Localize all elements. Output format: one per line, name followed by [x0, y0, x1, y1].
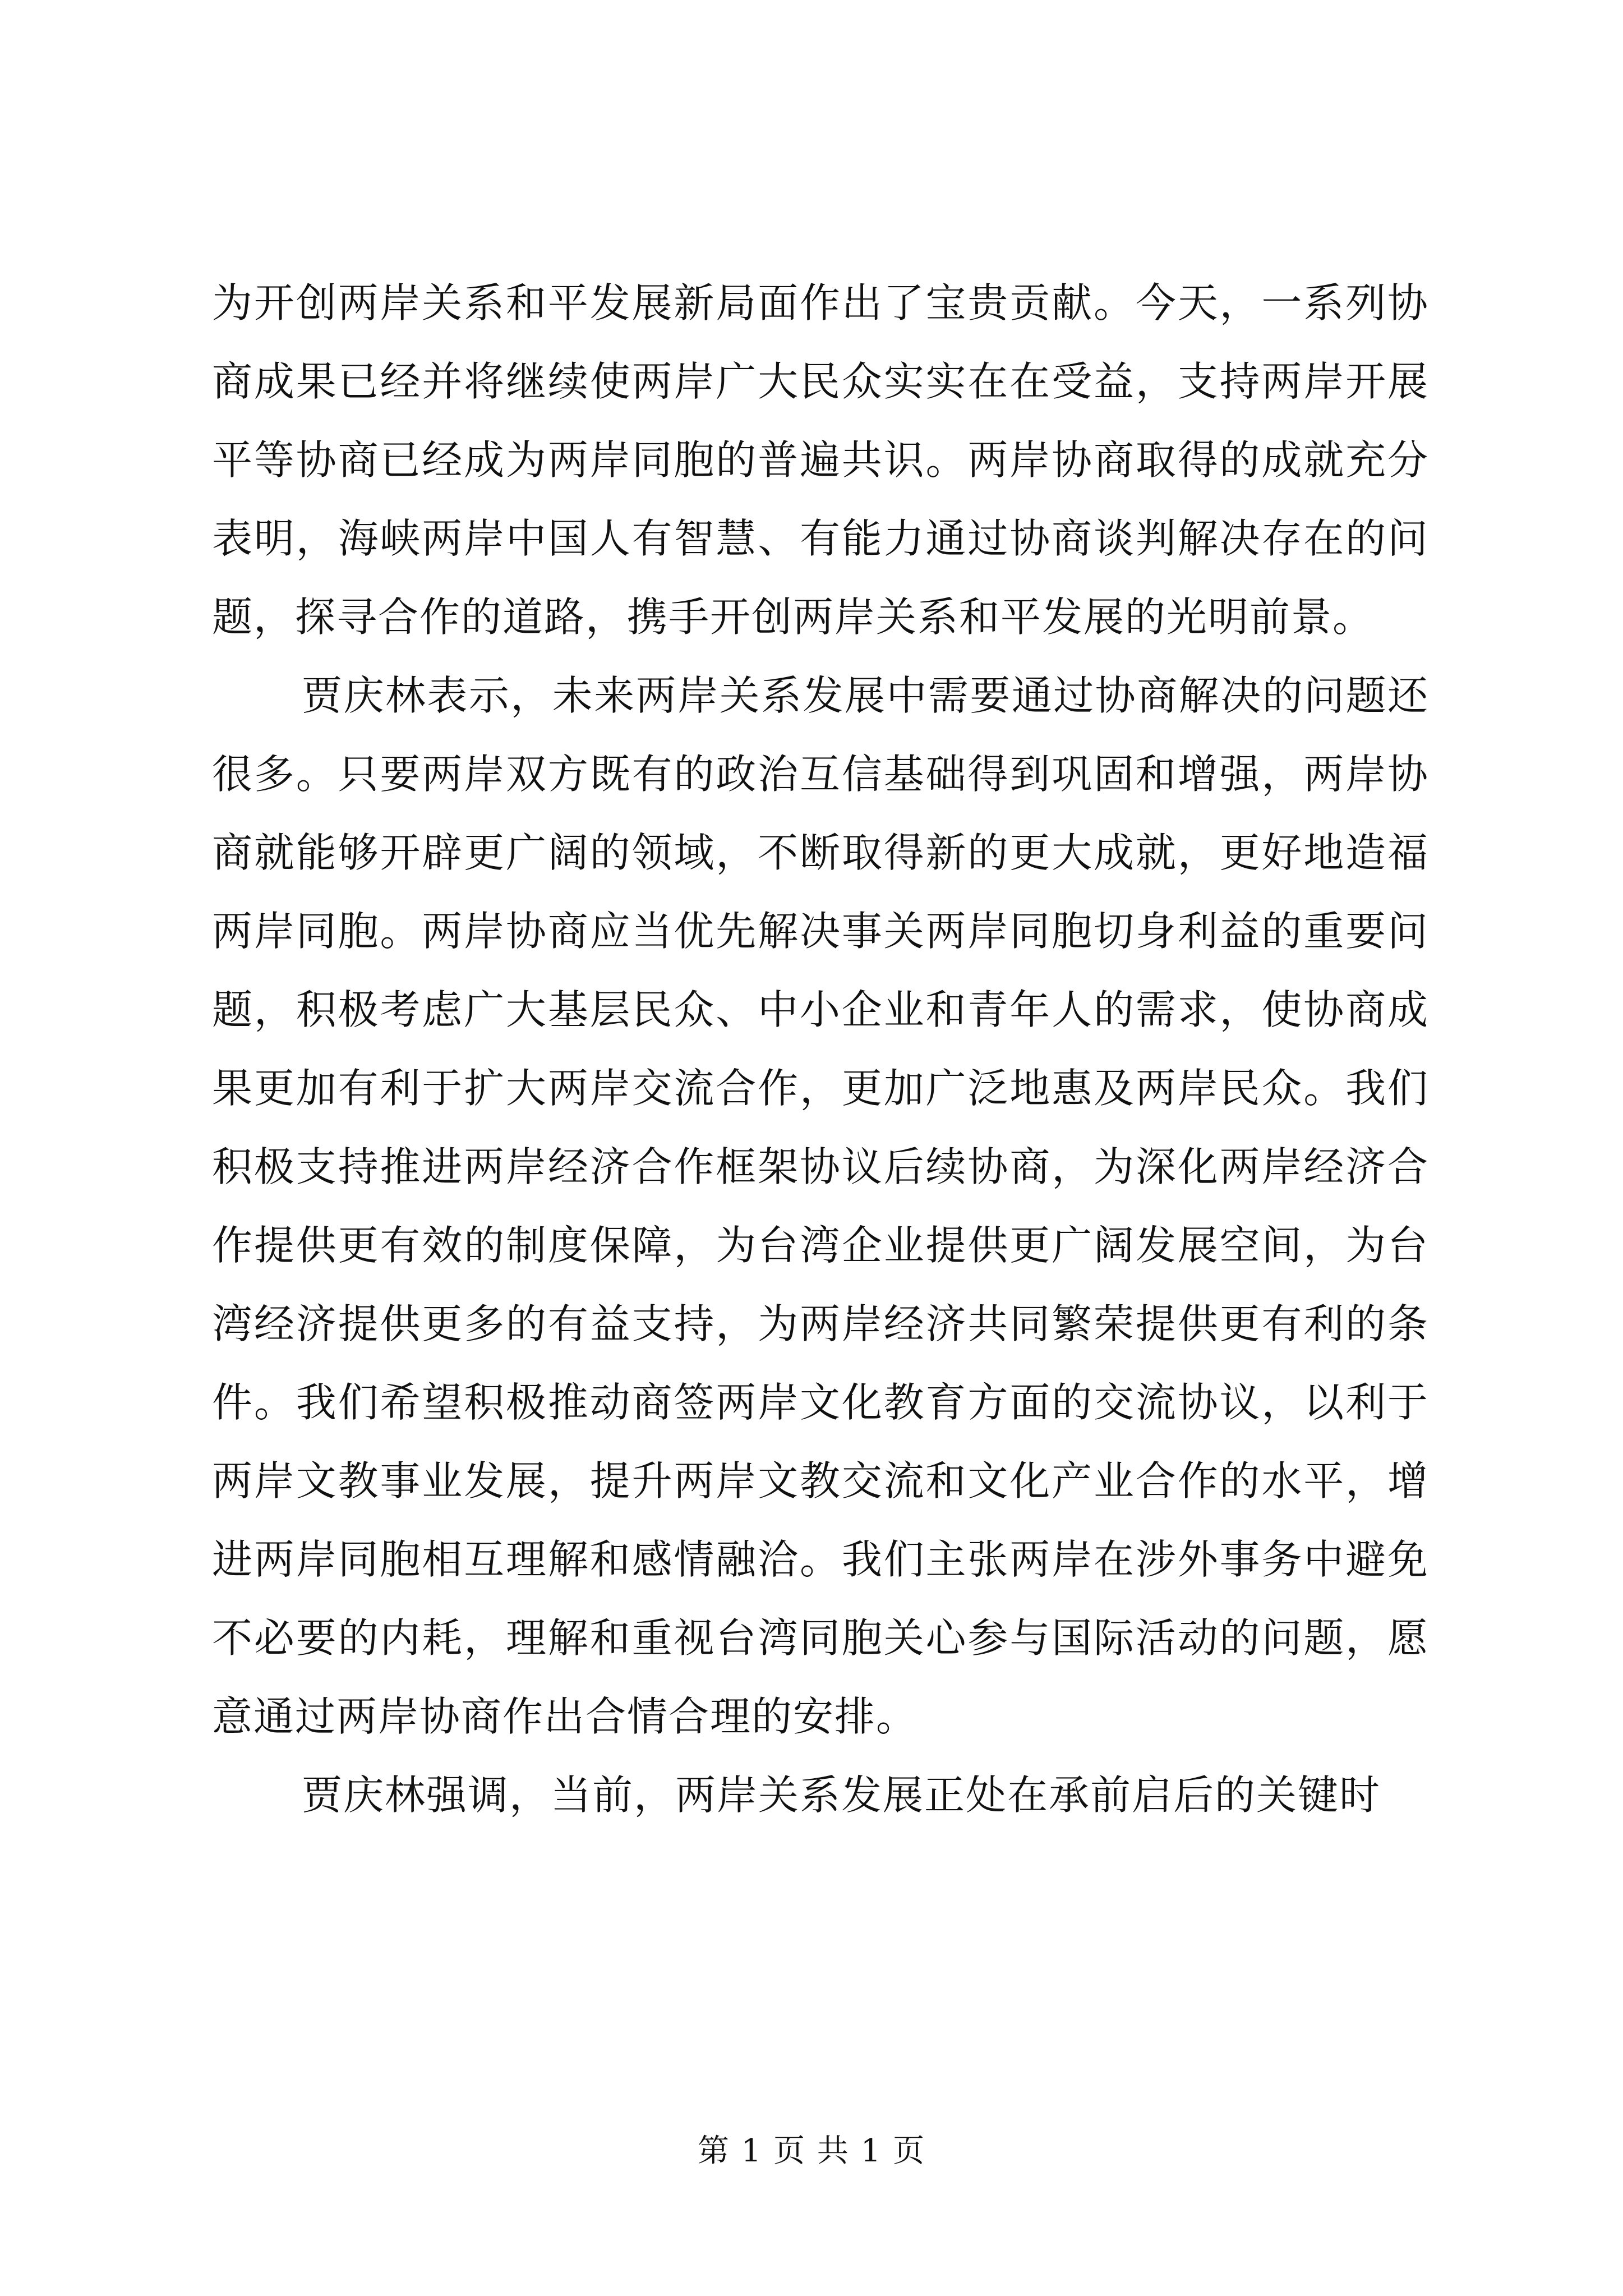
paragraph-3: 贾庆林强调，当前，两岸关系发展正处在承前启后的关键时: [302, 1772, 1381, 1819]
paragraph-2: 贾庆林表示，未来两岸关系发展中需要通过协商解决的问题还很多。只要两岸双方既有的政治互信基础得到巩固和增强，两岸协商就能够开辟更广阔的领域，不断取得新的更大成就，更好地造福两岸同胞。两岸协商应当优先解决事关两岸同胞切身利益的重要问题，积极考虑广大基层民众、中小企业和青年人的需求，使协商成果更加有利于扩大两岸交流合作，更加广泛地惠及两岸民众。我们积极支持推进两岸经济合作框架协议后续协商，为深化两岸经济合作提供更有效的制度保障，为台湾企业提供更广阔发展空间，为台湾经济提供更多的有益支持，为两岸经济共同繁荣提供更有利的条件。我们希望积极推动商签两岸文化教育方面的交流协议，以利于两岸文教事业发展，提升两岸文教交流和文化产业合作的水平，增进两岸同胞相互理解和感情融洽。我们主张两岸在涉外事务中避免不必要的内耗，理解和重视台湾同胞关心参与国际活动的问题，愿意通过两岸协商作出合情合理的安排。: [212, 672, 1429, 1740]
body-text: [212, 264, 1429, 1834]
paragraph-1: 为开创两岸关系和平发展新局面作出了宝贵贡献。今天，一系列协商成果已经并将继续使两岸广大民众实实在在受益，支持两岸开展平等协商已经成为两岸同胞的普遍共识。两岸协商取得的成就充分表明，海峡两岸中国人有智慧、有能力通过协商谈判解决存在的问题，探寻合作的道路，携手开创两岸关系和平发展的光明前景。: [212, 279, 1429, 641]
page-footer: 第 1 页 共 1 页: [697, 2133, 926, 2169]
